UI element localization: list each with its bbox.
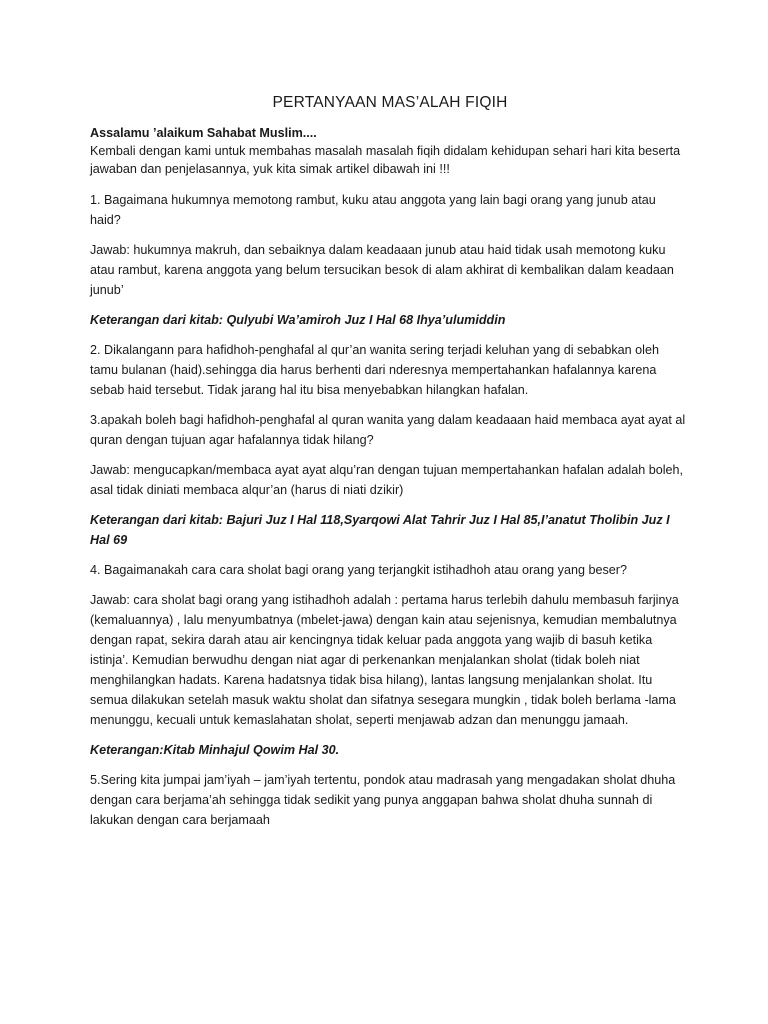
document-title: PERTANYAAN MAS’ALAH FIQIH	[272, 94, 508, 111]
intro-paragraph: Kembali dengan kami untuk membahas masalah masalah fiqih didalam kehidupan sehari hari kita beserta jawaban dan penjelasannya, yuk kita simak artikel dibawah ini !!!	[90, 144, 681, 176]
answer-3: Jawab: mengucapkan/membaca ayat ayat alqu’ran dengan tujuan mempertahankan hafalan adalah boleh, asal tidak diniati membaca alqur’an (harus di niati dzikir)	[90, 463, 684, 497]
answer-1: Jawab: hukumnya makruh, dan sebaiknya dalam keadaaan junub atau haid tidak usah memotong kuku atau rambut, karena anggota yang belum tersucikan besok di alam akhirat di kembalikan dalam keadaan junub’	[90, 243, 674, 297]
question-2: 2. Dikalangann para hafidhoh-penghafal al qur’an wanita sering terjadi keluhan yang di sebabkan oleh tamu bulanan (haid).sehingga dia harus berhenti dari nderesnya mempertahankan hafalannya karena sebab haid tersebut. Tidak jarang hal itu bisa menyebabkan hilangkan hafalan.	[90, 343, 659, 397]
answer-4: Jawab: cara sholat bagi orang yang istihadhoh adalah : pertama harus terlebih dahulu membasuh farjinya (kemaluannya) , lalu menyumbatnya (mbelet-jawa) dengan kain atau sejenisnya, kemudian membalutnya dengan rapat, sekira darah atau air kencingnya tidak keluar pada anggota yang wajib di basuh ketika istinja’. Kemudian berwudhu dengan niat agar di perkenankan menjalankan sholat (tidak boleh niat menghilangkan hadats. Karena hadatsnya tidak bisa hilang), lantas langsung menjalankan sholat. Itu semua dilakukan setelah masuk waktu sholat dan sifatnya sesegara mungkin , tidak boleh berlama -lama menunggu, kecuali untuk kemaslahatan sholat, seperti menjawab adzan dan menunggu jamaah.	[90, 593, 679, 727]
question-5: 5.Sering kita jumpai jam’iyah – jam’iyah tertentu, pondok atau madrasah yang mengadakan sholat dhuha dengan cara berjama’ah sehingga tidak sedikit yang punya anggapan bahwa sholat dhuha sunnah di lakukan dengan cara berjamaah	[90, 773, 676, 827]
question-1: 1. Bagaimana hukumnya memotong rambut, kuku atau anggota yang lain bagi orang yang junub atau haid?	[90, 193, 656, 227]
question-3: 3.apakah boleh bagi hafidhoh-penghafal al quran wanita yang dalam keadaaan haid membaca ayat ayat al quran dengan tujuan agar hafalannya tidak hilang?	[90, 413, 686, 447]
question-4: 4. Bagaimanakah cara cara sholat bagi orang yang terjangkit istihadhoh atau orang yang beser?	[90, 563, 627, 577]
reference-4: Keterangan:Kitab Minhajul Qowim Hal 30.	[90, 743, 340, 757]
reference-1: Keterangan dari kitab: Qulyubi Wa’amiroh Juz I Hal 68 Ihya’ulumiddin	[90, 313, 506, 327]
greeting-line: Assalamu ’alaikum Sahabat Muslim....	[90, 126, 317, 140]
reference-3: Keterangan dari kitab: Bajuri Juz I Hal 118,Syarqowi Alat Tahrir Juz I Hal 85,I’anatut Tholibin Juz I Hal 69	[90, 513, 670, 547]
document-body	[90, 92, 690, 840]
